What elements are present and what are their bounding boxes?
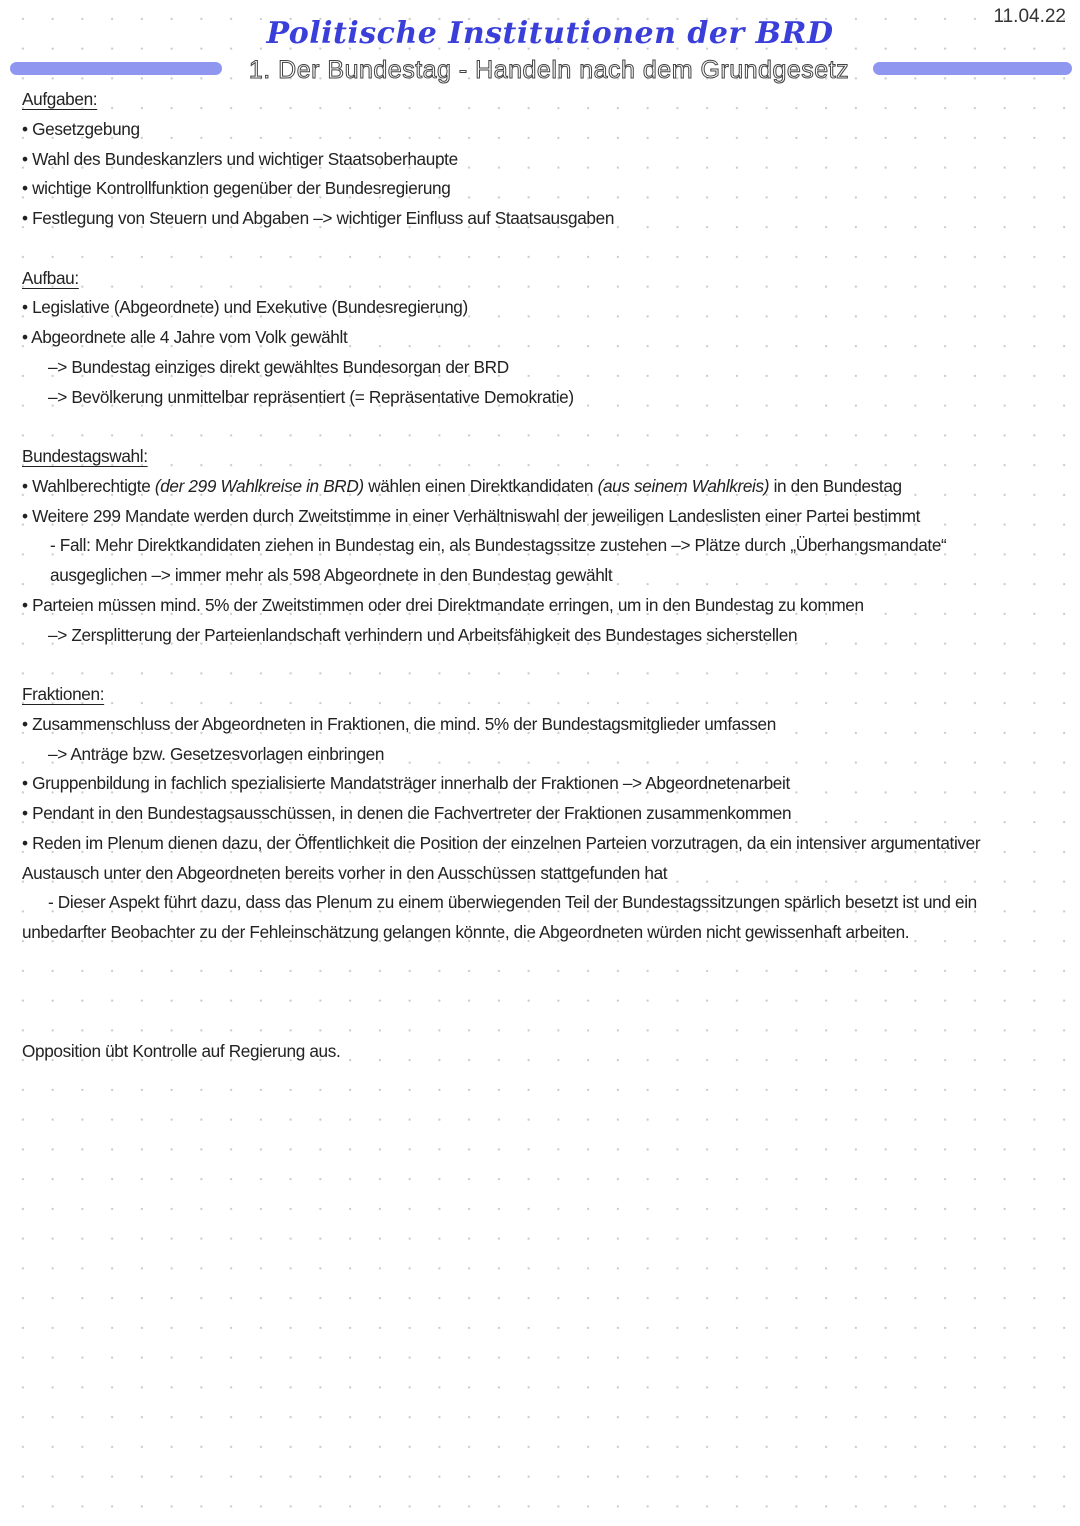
list-item: • Wahl des Bundeskanzlers und wichtiger Staatsoberhaupte	[22, 148, 458, 169]
page-title: Politische Institutionen der BRD	[266, 16, 834, 51]
list-item: • wichtige Kontrollfunktion gegenüber der Bundesregierung	[22, 178, 451, 199]
section-heading-aufbau: Aufbau:	[22, 267, 79, 288]
section-heading-fraktionen: Fraktionen:	[22, 684, 105, 704]
list-item: • Weitere 299 Mandate werden durch Zweitstimme in einer Verhältniswahl der jeweiligen Landeslisten einer Partei bestimmt	[22, 505, 921, 526]
text: • Wahlberechtigte	[22, 475, 155, 496]
text: wählen einen Direktkandidaten	[363, 475, 598, 496]
decorative-bar-left	[10, 62, 222, 75]
list-item: • Abgeordnete alle 4 Jahre vom Volk gewählt	[22, 327, 348, 347]
opposition-note: Opposition übt Kontrolle auf Regierung aus.	[22, 1041, 341, 1061]
decorative-bar-right	[873, 62, 1072, 75]
list-item: • Pendant in den Bundestagsausschüssen, in denen die Fachvertreter der Fraktionen zusammenkommen	[22, 803, 792, 823]
subtitle: 1. Der Bundestag - Handeln nach dem Grundgesetz	[248, 56, 850, 84]
list-item: –> Bevölkerung unmittelbar repräsentiert (= Repräsentative Demokratie)	[48, 386, 574, 407]
list-item	[22, 472, 1062, 502]
list-item: –> Bundestag einziges direkt gewähltes Bundesorgan der BRD	[48, 356, 509, 377]
section-heading-bundestagswahl: Bundestagswahl:	[22, 446, 148, 466]
list-item: • Legislative (Abgeordnete) und Exekutive (Bundesregierung)	[22, 297, 468, 318]
list-item: • Parteien müssen mind. 5% der Zweitstimmen oder drei Direktmandate erringen, um in den Bundestag zu kommen	[22, 594, 864, 615]
list-item: –> Zersplitterung der Parteienlandschaft verhindern und Arbeitsfähigkeit des Bundestages sicherstellen	[48, 624, 798, 645]
list-item: • Festlegung von Steuern und Abgaben –> wichtiger Einfluss auf Staatsausgaben	[22, 208, 615, 228]
list-item: –> Anträge bzw. Gesetzesvorlagen einbringen	[48, 743, 385, 764]
text-italic: (aus seinem Wahlkreis)	[597, 475, 770, 496]
list-item: unbedarfter Beobachter zu der Fehleinschätzung gelangen könnte, die Abgeordneten würden nicht gewissenhaft arbeiten.	[22, 922, 910, 942]
list-item: - Fall: Mehr Direktkandidaten ziehen in Bundestag ein, als Bundestagssitze zustehen –> Plätze durch „Überhangsmandate“	[50, 535, 947, 556]
text-italic: (der 299 Wahlkreise in BRD)	[154, 475, 364, 496]
list-item: • Zusammenschluss der Abgeordneten in Fraktionen, die mind. 5% der Bundestagsmitglieder umfassen	[22, 713, 776, 734]
list-item: - Dieser Aspekt führt dazu, dass das Plenum zu einem überwiegenden Teil der Bundestagssitzungen spärlich besetzt ist und ein	[48, 892, 977, 913]
list-item: • Reden im Plenum dienen dazu, der Öffentlichkeit die Position der einzelnen Parteien vorzutragen, da ein intensiver argumentativer	[22, 832, 981, 853]
list-item: ausgeglichen –> immer mehr als 598 Abgeordnete in den Bundestag gewählt	[50, 565, 613, 585]
date: 11.04.22	[993, 6, 1066, 27]
section-heading-aufgaben: Aufgaben:	[22, 89, 98, 109]
list-item: • Gesetzgebung	[22, 118, 140, 139]
list-item: • Gruppenbildung in fachlich spezialisierte Mandatsträger innerhalb der Fraktionen –> Abgeordnetenarbeit	[22, 773, 790, 794]
note-body	[22, 85, 1062, 1067]
list-item: Austausch unter den Abgeordneten bereits vorher in den Ausschüssen stattgefunden hat	[22, 862, 668, 883]
text: in den Bundestag	[769, 475, 902, 496]
